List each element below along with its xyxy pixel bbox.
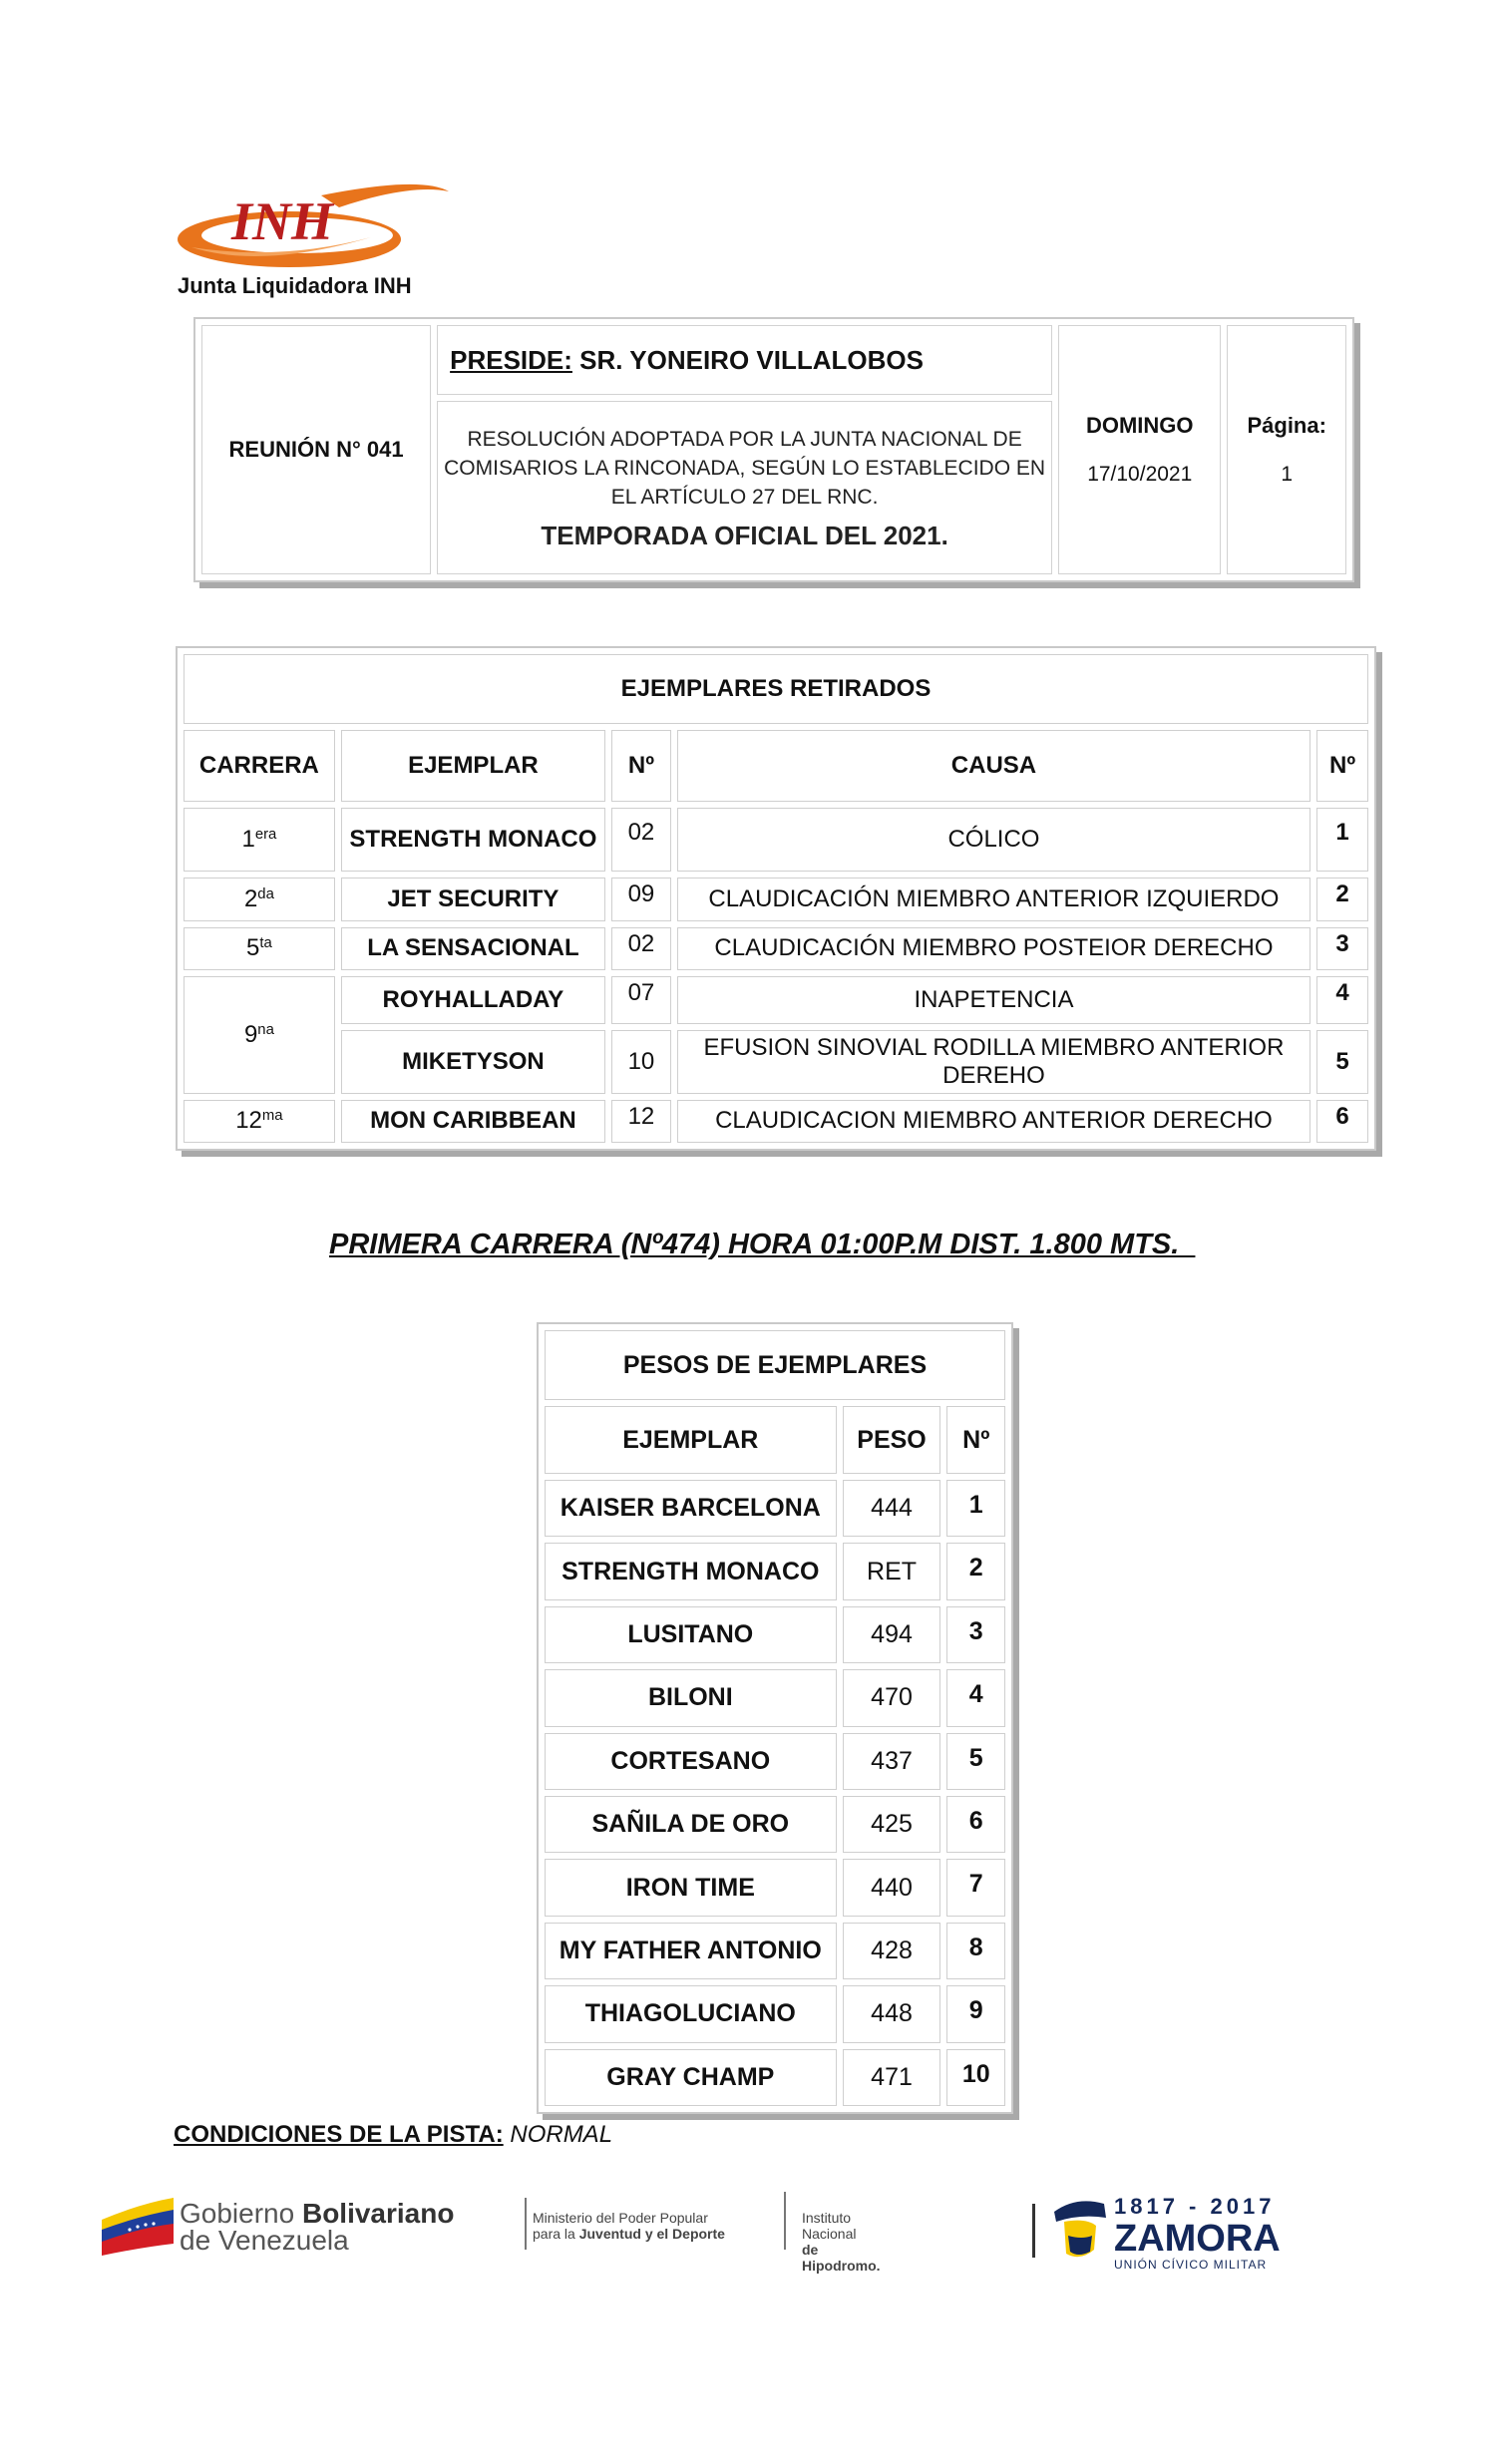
horse-name: MIKETYSON — [341, 1030, 605, 1094]
divider — [525, 2198, 527, 2250]
table-row — [545, 1733, 1005, 1790]
horse-name: STRENGTH MONACO — [341, 808, 605, 872]
col-n: Nº — [1316, 730, 1368, 802]
inh-logo-text: INH — [231, 191, 334, 251]
row-number: 3 — [946, 1606, 1005, 1663]
divider — [1032, 2204, 1035, 2258]
preside-name: SR. YONEIRO VILLALOBOS — [571, 344, 924, 375]
col-ejemplar: EJEMPLAR — [545, 1406, 837, 1474]
row-number: 8 — [946, 1923, 1005, 1979]
horse-number: 10 — [611, 1030, 671, 1094]
horse-number: 02 — [611, 927, 671, 970]
race-cell: $5^{ta}$ — [184, 927, 335, 970]
resolution-cell — [437, 401, 1052, 574]
cause: CLAUDICACIÓN MIEMBRO ANTERIOR IZQUIERDO — [677, 878, 1310, 920]
page-label: Página: — [1247, 413, 1326, 438]
preside-cell — [437, 325, 1052, 395]
horse-weight: 428 — [843, 1923, 941, 1979]
table-row — [545, 1859, 1005, 1916]
date-value: 17/10/2021 — [1087, 463, 1193, 486]
cause: CÓLICO — [677, 808, 1310, 872]
horse-name: LA SENSACIONAL — [341, 927, 605, 970]
divider — [784, 2192, 786, 2250]
horse-number: 02 — [611, 808, 671, 872]
row-number: 4 — [1316, 976, 1368, 1023]
horse-weight: 437 — [843, 1733, 941, 1790]
withdrawn-title: EJEMPLARES RETIRADOS — [184, 654, 1368, 724]
zamora-name: ZAMORA — [1114, 2218, 1281, 2260]
horse-weight: 425 — [843, 1796, 941, 1853]
row-number: 9 — [946, 1985, 1005, 2042]
horse-name: IRON TIME — [545, 1859, 837, 1916]
row-number: 5 — [1316, 1030, 1368, 1094]
resolution-text: RESOLUCIÓN ADOPTADA POR LA JUNTA NACIONAL DE COMISARIOS LA RINCONADA, SEGÚN LO ESTABLECIDO EN EL ARTÍCULO 27 DEL RNC. — [444, 428, 1046, 509]
horse-name: SAÑILA DE ORO — [545, 1796, 837, 1853]
horse-weight: 471 — [843, 2049, 941, 2106]
table-row — [184, 927, 1368, 970]
col-n: Nº — [946, 1406, 1005, 1474]
table-row — [184, 1030, 1368, 1094]
weights-table — [537, 1322, 1013, 2114]
cause: INAPETENCIA — [677, 976, 1310, 1023]
row-number: 4 — [946, 1669, 1005, 1726]
horse-name: STRENGTH MONACO — [545, 1543, 837, 1599]
horse-name: CORTESANO — [545, 1733, 837, 1790]
horse-name: THIAGOLUCIANO — [545, 1985, 837, 2042]
horse-weight: 494 — [843, 1606, 941, 1663]
row-number: 2 — [1316, 878, 1368, 920]
horse-name: MY FATHER ANTONIO — [545, 1923, 837, 1979]
venezuela-flag-icon — [100, 2198, 176, 2256]
table-row — [184, 1100, 1368, 1143]
horse-name: ROYHALLADAY — [341, 976, 605, 1023]
table-row — [545, 1606, 1005, 1663]
gob-line1-a: Gobierno — [180, 2198, 302, 2229]
row-number: 6 — [946, 1796, 1005, 1853]
table-row — [545, 1923, 1005, 1979]
meeting-header-table — [193, 317, 1354, 582]
cause: CLAUDICACIÓN MIEMBRO POSTEIOR DERECHO — [677, 927, 1310, 970]
horse-name: GRAY CHAMP — [545, 2049, 837, 2106]
table-row — [545, 2049, 1005, 2106]
horse-name: MON CARIBBEAN — [341, 1100, 605, 1143]
inh-logo — [172, 177, 451, 272]
instituto-line1: Instituto Nacional — [802, 2210, 857, 2242]
race-cell: $1^{era}$ — [184, 808, 335, 872]
ministerio-line2-a: para la — [533, 2226, 579, 2242]
horse-number: 07 — [611, 976, 671, 1023]
cause: EFUSION SINOVIAL RODILLA MIEMBRO ANTERIOR DEREHO — [677, 1030, 1310, 1094]
horse-weight: RET — [843, 1543, 941, 1599]
date-cell — [1058, 325, 1221, 574]
table-row — [545, 1669, 1005, 1726]
day-label: DOMINGO — [1085, 413, 1194, 438]
horse-number: 12 — [611, 1100, 671, 1143]
horse-weight: 444 — [843, 1480, 941, 1537]
horse-number: 09 — [611, 878, 671, 920]
row-number: 3 — [1316, 927, 1368, 970]
col-ejemplar: EJEMPLAR — [341, 730, 605, 802]
table-row — [545, 1985, 1005, 2042]
race-cell: $2^{da}$ — [184, 878, 335, 920]
reunion-number: REUNIÓN N° 041 — [201, 325, 431, 574]
track-conditions — [174, 2121, 612, 2149]
table-row — [184, 878, 1368, 920]
horse-name: BILONI — [545, 1669, 837, 1726]
race-title: PRIMERA CARRERA (Nº474) HORA 01:00P.M DIST. 1.800 MTS._ — [329, 1229, 1196, 1260]
horse-weight: 448 — [843, 1985, 941, 2042]
page-cell — [1227, 325, 1346, 574]
gob-line1-b: Bolivariano — [301, 2198, 455, 2229]
track-conditions-value: NORMAL — [503, 2121, 613, 2148]
gob-line2: de Venezuela — [180, 2225, 349, 2256]
row-number: 7 — [946, 1859, 1005, 1916]
col-carrera: CARRERA — [184, 730, 335, 802]
government-logo-strip — [100, 2190, 881, 2274]
zamora-subtitle: UNIÓN CÍVICO MILITAR — [1114, 2258, 1268, 2272]
row-number: 10 — [946, 2049, 1005, 2106]
table-row — [545, 1480, 1005, 1537]
table-row — [184, 976, 1368, 1023]
col-numero: Nº — [611, 730, 671, 802]
cause: CLAUDICACION MIEMBRO ANTERIOR DERECHO — [677, 1100, 1310, 1143]
instituto-line2: de Hipodromo. — [802, 2242, 881, 2274]
row-number: 2 — [946, 1543, 1005, 1599]
page-number: 1 — [1281, 463, 1294, 486]
track-conditions-label: CONDICIONES DE LA PISTA: — [174, 2121, 504, 2148]
horse-name: JET SECURITY — [341, 878, 605, 920]
ministerio-line1: Ministerio del Poder Popular — [533, 2210, 708, 2226]
row-number: 5 — [946, 1733, 1005, 1790]
horse-weight: 440 — [843, 1859, 941, 1916]
col-causa: CAUSA — [677, 730, 1310, 802]
season-title: TEMPORADA OFICIAL DEL 2021. — [541, 521, 948, 550]
row-number: 1 — [946, 1480, 1005, 1537]
zamora-logo — [1032, 2184, 1292, 2274]
race-cell: $12^{ma}$ — [184, 1100, 335, 1143]
weights-title: PESOS DE EJEMPLARES — [545, 1330, 1005, 1400]
row-number: 6 — [1316, 1100, 1368, 1143]
zamora-portrait-icon — [1046, 2196, 1112, 2266]
horse-name: KAISER BARCELONA — [545, 1480, 837, 1537]
preside-label: PRESIDE: — [450, 344, 572, 375]
horse-name: LUSITANO — [545, 1606, 837, 1663]
table-row — [545, 1543, 1005, 1599]
table-row — [545, 1796, 1005, 1853]
logo-subtitle: Junta Liquidadora INH — [178, 273, 412, 298]
table-row — [184, 808, 1368, 872]
race-cell: $9^{na}$ — [184, 976, 335, 1093]
horse-weight: 470 — [843, 1669, 941, 1726]
ministerio-line2-b: Juventud y el Deporte — [578, 2226, 725, 2242]
col-peso: PESO — [843, 1406, 941, 1474]
zamora-years: 1817 - 2017 — [1114, 2194, 1276, 2219]
row-number: 1 — [1316, 808, 1368, 872]
withdrawn-table — [176, 646, 1376, 1151]
